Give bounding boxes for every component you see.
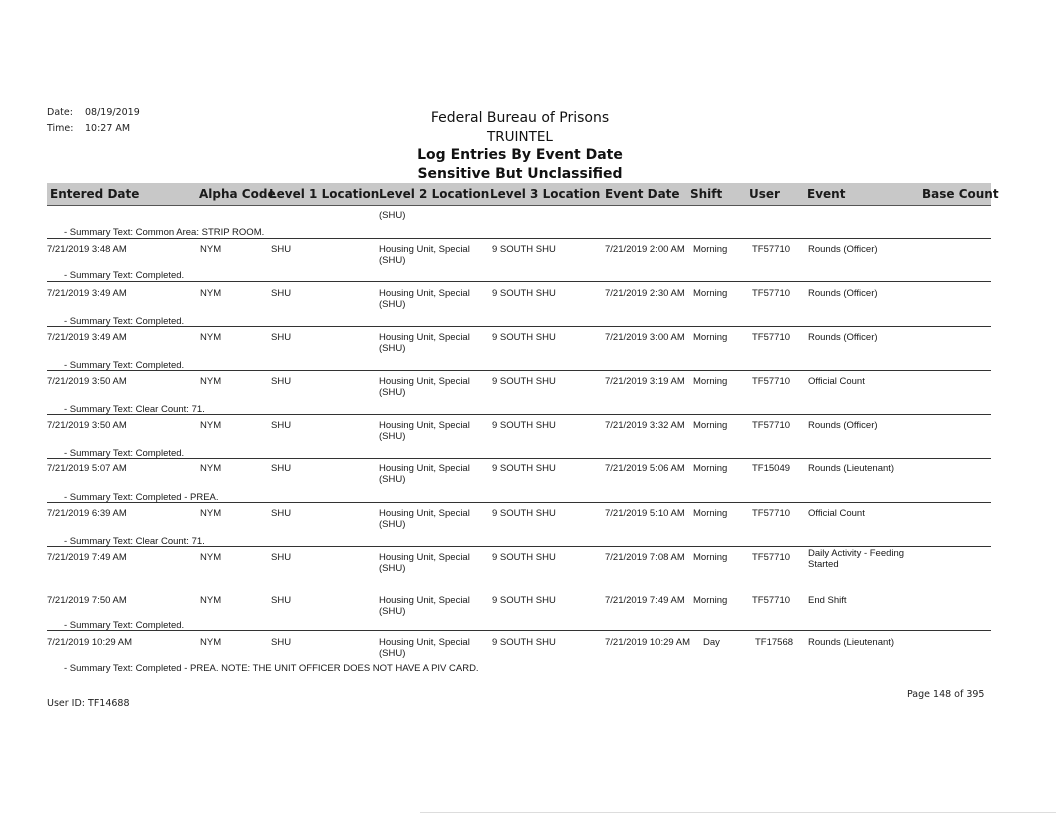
event: Rounds (Lieutenant) (808, 637, 895, 648)
summary-text: - Summary Text: Clear Count: 71. (64, 536, 205, 547)
level1-location: SHU (271, 508, 292, 519)
alpha-code: NYM (200, 332, 222, 343)
level3-location: 9 SOUTH SHU (492, 376, 556, 387)
shift: Morning (693, 463, 728, 474)
level1-location: SHU (271, 332, 292, 343)
shift: Morning (693, 420, 728, 431)
level3-location: 9 SOUTH SHU (492, 420, 556, 431)
row-divider (47, 281, 991, 282)
table-row (0, 508, 1056, 552)
col-entered-date: Entered Date (50, 187, 140, 201)
level2-location: Housing Unit, Special (SHU) (379, 332, 470, 354)
user: TF57710 (752, 288, 791, 299)
entered-date: 7/21/2019 10:29 AM (47, 637, 133, 648)
report-system: TRUINTEL (487, 129, 553, 145)
report-time (47, 123, 130, 134)
row-divider (47, 238, 991, 239)
shift: Morning (693, 376, 728, 387)
col-event-date: Event Date (605, 187, 680, 201)
row-divider (47, 546, 991, 547)
summary-text: - Summary Text: Clear Count: 71. (64, 404, 205, 415)
carryover-summary: - Summary Text: Common Area: STRIP ROOM. (64, 227, 265, 238)
shift: Morning (693, 595, 728, 606)
row-divider (47, 458, 991, 459)
entered-date: 7/21/2019 5:07 AM (47, 463, 127, 474)
shift: Morning (693, 288, 728, 299)
event-date: 7/21/2019 7:08 AM (605, 552, 685, 563)
level2-location: Housing Unit, Special (SHU) (379, 376, 470, 398)
alpha-code: NYM (200, 637, 222, 648)
user: TF57710 (752, 508, 791, 519)
user: TF57710 (752, 420, 791, 431)
user: TF57710 (752, 552, 791, 563)
event: Rounds (Officer) (808, 332, 878, 343)
user: TF57710 (752, 595, 791, 606)
table-row (0, 244, 1056, 288)
level2-location: Housing Unit, Special (SHU) (379, 288, 470, 310)
event-date: 7/21/2019 3:19 AM (605, 376, 685, 387)
entered-date: 7/21/2019 3:49 AM (47, 332, 127, 343)
event-date: 7/21/2019 3:32 AM (605, 420, 685, 431)
summary-text: - Summary Text: Completed - PREA. (64, 492, 219, 503)
level1-location: SHU (271, 463, 292, 474)
level3-location: 9 SOUTH SHU (492, 332, 556, 343)
event-date: 7/21/2019 3:00 AM (605, 332, 685, 343)
event: Rounds (Officer) (808, 420, 878, 431)
row-divider (47, 370, 991, 371)
col-base-count: Base Count (922, 187, 999, 201)
table-row (0, 376, 1056, 420)
alpha-code: NYM (200, 376, 222, 387)
summary-text: - Summary Text: Completed. (64, 270, 185, 281)
user: TF57710 (752, 332, 791, 343)
level1-location: SHU (271, 288, 292, 299)
event: Official Count (808, 376, 865, 387)
level1-location: SHU (271, 637, 292, 648)
shift: Morning (693, 552, 728, 563)
summary-text: - Summary Text: Completed. (64, 360, 185, 371)
table-row (0, 463, 1056, 507)
level1-location: SHU (271, 376, 292, 387)
user-id-value: TF14688 (88, 698, 130, 709)
row-divider (47, 502, 991, 503)
level1-location: SHU (271, 244, 292, 255)
summary-text: - Summary Text: Completed. (64, 620, 185, 631)
level1-location: SHU (271, 552, 292, 563)
level1-location: SHU (271, 595, 292, 606)
event-date: 7/21/2019 5:10 AM (605, 508, 685, 519)
entered-date: 7/21/2019 7:50 AM (47, 595, 127, 606)
summary-text: - Summary Text: Completed. (64, 316, 185, 327)
col-level3: Level 3 Location (490, 187, 601, 201)
table-row (0, 637, 1056, 681)
date-value: 08/19/2019 (85, 107, 140, 118)
summary-text: - Summary Text: Completed. (64, 448, 185, 459)
user-id-label: User ID: (47, 698, 85, 709)
level3-location: 9 SOUTH SHU (492, 595, 556, 606)
level2-location: Housing Unit, Special (SHU) (379, 637, 470, 659)
table-row (0, 595, 1056, 639)
table-row (0, 548, 1056, 596)
level2-location: Housing Unit, Special (SHU) (379, 552, 470, 574)
alpha-code: NYM (200, 552, 222, 563)
user: TF57710 (752, 376, 791, 387)
entered-date: 7/21/2019 6:39 AM (47, 508, 127, 519)
time-label: Time: (47, 123, 74, 134)
level2-location: Housing Unit, Special (SHU) (379, 463, 470, 485)
user: TF57710 (752, 244, 791, 255)
event: Rounds (Officer) (808, 244, 878, 255)
row-divider (47, 630, 991, 631)
report-title: Log Entries By Event Date (417, 147, 623, 163)
footer-user-id (47, 698, 130, 709)
level3-location: 9 SOUTH SHU (492, 288, 556, 299)
col-level1: Level 1 Location (269, 187, 380, 201)
alpha-code: NYM (200, 463, 222, 474)
table-header (47, 183, 999, 206)
col-user: User (749, 187, 780, 201)
alpha-code: NYM (200, 420, 222, 431)
event-date: 7/21/2019 10:29 AM (605, 637, 691, 648)
event-date: 7/21/2019 2:00 AM (605, 244, 685, 255)
alpha-code: NYM (200, 595, 222, 606)
entered-date: 7/21/2019 3:50 AM (47, 376, 127, 387)
event: Rounds (Officer) (808, 288, 878, 299)
level2-location: Housing Unit, Special (SHU) (379, 508, 470, 530)
level2-location: Housing Unit, Special (SHU) (379, 595, 470, 617)
event: End Shift (808, 595, 847, 606)
col-shift: Shift (690, 187, 723, 201)
table-row (0, 420, 1056, 464)
row-divider (47, 326, 991, 327)
report-classification: Sensitive But Unclassified (417, 166, 623, 182)
row-divider (47, 414, 991, 415)
col-level2: Level 2 Location (379, 187, 490, 201)
shift: Morning (693, 332, 728, 343)
table-row (0, 288, 1056, 332)
user: TF17568 (755, 637, 794, 648)
carryover-level2: (SHU) (379, 210, 406, 221)
level2-location: Housing Unit, Special (SHU) (379, 420, 470, 442)
level2-location: Housing Unit, Special (SHU) (379, 244, 470, 266)
shift: Morning (693, 244, 728, 255)
event-date: 7/21/2019 7:49 AM (605, 595, 685, 606)
event-date: 7/21/2019 2:30 AM (605, 288, 685, 299)
level1-location: SHU (271, 420, 292, 431)
entered-date: 7/21/2019 7:49 AM (47, 552, 127, 563)
event: Daily Activity - Feeding Started (808, 548, 905, 570)
entered-date: 7/21/2019 3:48 AM (47, 244, 127, 255)
event: Rounds (Lieutenant) (808, 463, 895, 474)
report-org: Federal Bureau of Prisons (430, 110, 610, 126)
page-number: Page 148 of 395 (907, 689, 985, 700)
time-value: 10:27 AM (85, 123, 131, 134)
table-row (0, 332, 1056, 376)
shift: Day (703, 637, 720, 648)
col-alpha-code: Alpha Code (199, 187, 276, 201)
alpha-code: NYM (200, 288, 222, 299)
user: TF15049 (752, 463, 791, 474)
event-date: 7/21/2019 5:06 AM (605, 463, 685, 474)
alpha-code: NYM (200, 508, 222, 519)
date-label: Date: (47, 107, 73, 118)
scan-edge (420, 812, 1056, 813)
level3-location: 9 SOUTH SHU (492, 244, 556, 255)
level3-location: 9 SOUTH SHU (492, 637, 556, 648)
alpha-code: NYM (200, 244, 222, 255)
summary-text: - Summary Text: Completed - PREA. NOTE: THE UNIT OFFICER DOES NOT HAVE A PIV CARD. (64, 663, 479, 674)
level3-location: 9 SOUTH SHU (492, 552, 556, 563)
col-event: Event (807, 187, 846, 201)
level3-location: 9 SOUTH SHU (492, 508, 556, 519)
entered-date: 7/21/2019 3:49 AM (47, 288, 127, 299)
event: Official Count (808, 508, 865, 519)
entered-date: 7/21/2019 3:50 AM (47, 420, 127, 431)
level3-location: 9 SOUTH SHU (492, 463, 556, 474)
shift: Morning (693, 508, 728, 519)
report-date (47, 107, 140, 118)
